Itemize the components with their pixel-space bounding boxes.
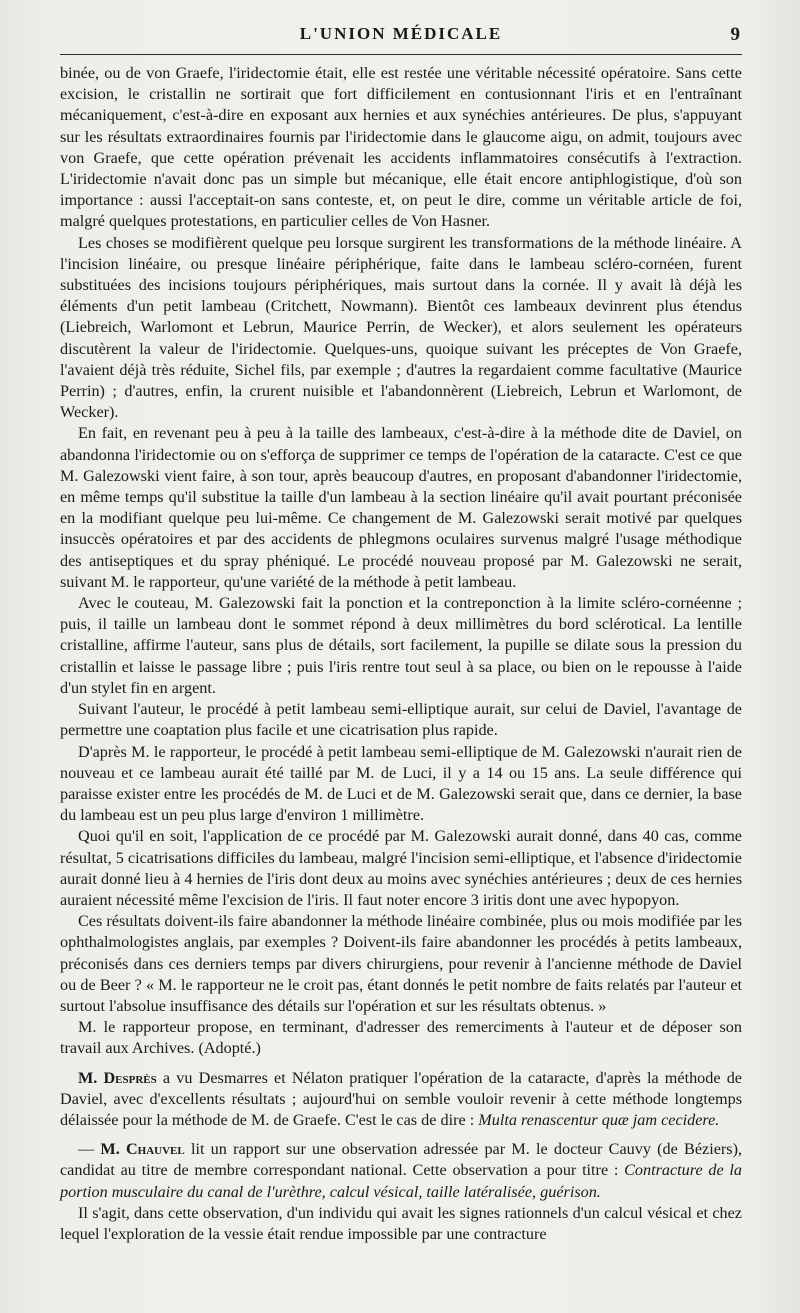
paragraph: En fait, en revenant peu à peu à la taille des lambeaux, c'est-à-dire à la méthode dite de Daviel, on abandonna l'iridectomie ou on s'efforça de supprimer ce temps de l'opération de la cataracte. C'est ce que M. Galezowski vient faire, à son tour, après beaucoup d'autres, en proposant d'abandonner l'iridectomie, en même temps qu'il substitue la taille d'un lambeau à la section linéaire qu'il avait pourtant préconisée en la modifiant quelque peu lui-même. Ce changement de M. Galezowski serait motivé par quelques insuccès opératoires et par des accidents de phlegmons oculaires survenus malgré l'usage méthodique des antiseptiques et du spray phéniqué. Le procédé nouveau proposé par M. Galezowski ne serait, suivant M. le rapporteur, qu'une variété de la méthode à petit lambeau.: [60, 424, 742, 591]
paragraph: Quoi qu'il en soit, l'application de ce procédé par M. Galezowski aurait donné, dans 40 cas, comme résultat, 5 cicatrisations difficiles du lambeau, malgré l'incision semi-elliptique, et l'absence d'iridectomie aurait donné lieu à 4 hernies de l'iris dont deux au moins avec synéchies antérieures ; deux de ces hernies auraient nécessité même l'excision de l'iris. Il faut noter encore 3 iritis dont une avec hypopyon.: [60, 827, 742, 909]
running-head: L'UNION MÉDICALE: [299, 24, 503, 43]
chauvel-paragraph: [60, 1139, 742, 1203]
paragraph: Avec le couteau, M. Galezowski fait la ponction et la contreponction à la limite scléro-cornéenne ; puis, il taille un lambeau dont le sommet répond à deux millimètres du bord sclérotical. La lentille cristalline, affirme l'auteur, sans plus de détails, sort facilement, la pupille se dilate sous la pression du cristallin et laisse le passage libre ; puis l'iris rentre tout seul à sa place, ou bien on le repousse à l'aide d'un stylet fin en argent.: [60, 594, 742, 697]
speaker-name: M. Chauvel: [100, 1140, 185, 1159]
em-dash: —: [78, 1140, 101, 1159]
page-number: 9: [730, 24, 740, 45]
observation-title: Contracture de la portion musculaire du canal de l'urèthre, calcul vésical, taille latéralisée, guérison.: [60, 1161, 743, 1201]
speaker-name: M. Desprès: [78, 1068, 157, 1087]
paragraph: binée, ou de von Graefe, l'iridectomie était, elle est restée une véritable nécessité opératoire. Sans cette excision, le cristallin ne sortirait que fort difficilement en contusionnant l'iris et en l'entraînant mécaniquement, c'est-à-dire en exposant aux hernies et aux synéchies antérieures. De plus, s'appuyant sur les résultats extraordinaires fournis par l'iridectomie dans le glaucome aigu, on admit, toujours avec von Graefe, que cette opération prévenait les accidents inflammatoires consécutifs à l'extraction. L'iridectomie n'avait donc pas un simple but mécanique, elle était encore antiphlogistique, d'où son importance : aussi l'acceptait-on sans conteste, et, on peut le dire, comme un véritable article de foi, malgré quelques protestations, en particulier celles de Von Hasner.: [60, 64, 742, 231]
article-body: [60, 63, 742, 1245]
despres-paragraph: [60, 1068, 742, 1132]
paragraph: D'après M. le rapporteur, le procédé à petit lambeau semi-elliptique de M. Galezowski n'aurait rien de nouveau et ce lambeau aurait été taillé par M. de Luci, il y a 14 ou 15 ans. La seule différence qui paraisse exister entre les procédés de M. de Luci et de M. Galezowski serait que, dans ce dernier, la base du lambeau est un peu plus large d'environ 1 millimètre.: [60, 742, 742, 825]
paragraph: M. le rapporteur propose, en terminant, d'adresser des remerciments à l'auteur et de déposer son travail aux Archives. (Adopté.): [60, 1018, 742, 1058]
paragraph: Ces résultats doivent-ils faire abandonner la méthode linéaire combinée, plus ou mois modifiée par les ophthalmologistes anglais, par exemples ? Doivent-ils faire abandonner les procédés à petits lambeaux, préconisés dans ces derniers temps par divers chirurgiens, pour revenir à l'ancienne méthode de Daviel ou de Beer ? « M. le rapporteur ne le croit pas, étant donnés le petit nombre de faits relatés par l'auteur et surtout l'absolue insuffisance des détails sur l'opération et sur les résultats obtenus. »: [60, 912, 742, 1015]
paragraph-text: lit un rapport sur une observation adressée par M. le docteur Cauvy (de Béziers), candidat au titre de membre correspondant national. Cette observation a pour titre :: [60, 1140, 743, 1180]
paragraph: Il s'agit, dans cette observation, d'un individu qui avait les signes rationnels d'un calcul vésical et chez lequel l'exploration de la vessie était rendue impossible par une contracture: [60, 1203, 742, 1243]
page-header: [60, 14, 742, 55]
paragraph-text: a vu Desmarres et Nélaton pratiquer l'opération de la cataracte, d'après la méthode de Daviel, avec d'excellents résultats ; aujourd'hui on semble vouloir revenir à cette méthode longtemps délaissée pour la méthode de M. de Graefe. C'est le cas de dire :: [60, 1068, 742, 1129]
paragraph: Les choses se modifièrent quelque peu lorsque surgirent les transformations de la méthode linéaire. A l'incision linéaire, ou presque linéaire périphérique, faite dans le lambeau scléro-cornéen, furent substituées des incisions toujours périphériques, mais surtout dans la cornée. Il y avait là déjà les éléments d'un petit lambeau (Critchett, Nowmann). Bientôt ces lambeaux devinrent plus étendus (Liebreich, Warlomont et Lebrun, Maurice Perrin, de Wecker), et alors seulement les opérateurs discutèrent la valeur de l'iridectomie. Quelques-uns, quoique suivant les préceptes de Von Graefe, l'avaient déjà très réduite, Sichel fils, par exemple ; d'autres la regardaient comme facultative (Maurice Perrin) ; d'autres, enfin, la crurent nuisible et l'abandonnèrent (Liebreich, Lebrun et Warlomont, de Wecker).: [60, 233, 742, 422]
paragraph: Suivant l'auteur, le procédé à petit lambeau semi-elliptique aurait, sur celui de Daviel, l'avantage de permettre une coaptation plus facile et une cicatrisation plus rapide.: [60, 700, 742, 740]
latin-quote: Multa renascentur quæ jam cecidere.: [478, 1110, 720, 1129]
